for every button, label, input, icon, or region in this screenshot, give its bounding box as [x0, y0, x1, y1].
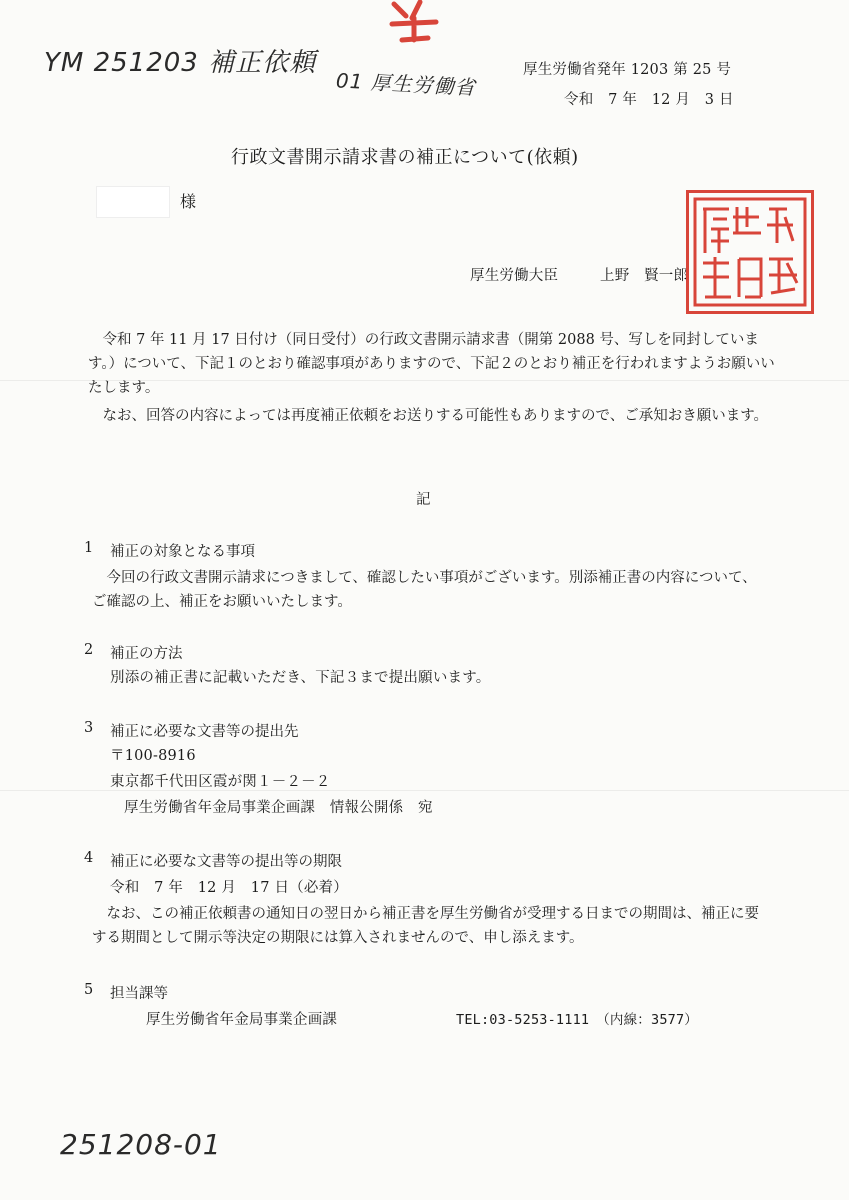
- contact-phone: TEL:03-5253-1111 （内線：3577）: [456, 1012, 699, 1028]
- sender-name: 上野 賢一郎: [600, 268, 689, 284]
- handwritten-note-bottom-left: 251208-01: [60, 1128, 222, 1161]
- seal-icon: [689, 193, 811, 311]
- section-1-body: 今回の行政文書開示請求につきまして、確認したい事項がございます。別添補正書の内容について、ご確認の上、補正をお願いいたします。: [92, 570, 757, 610]
- section-2-title: 補正の方法: [110, 646, 183, 662]
- section-4-deadline: 令和 7 年 12 月 17 日（必着）: [110, 880, 348, 896]
- section-4-title: 補正に必要な文書等の提出等の期限: [110, 854, 342, 870]
- intro-paragraph-2: なお、回答の内容によっては再度補正依頼をお送りする可能性もありますので、ご承知おき願います。: [102, 408, 769, 424]
- redacted-name: [96, 186, 170, 218]
- section-2-number: 2: [84, 642, 94, 658]
- section-5-title: 担当課等: [110, 986, 168, 1002]
- page-title: 行政文書開示請求書の補正について(依頼): [231, 147, 579, 168]
- sender-title: 厚生労働大臣: [470, 268, 559, 284]
- intro-paragraph-1: 令和 7 年 11 月 17 日付け（同日受付）の行政文書開示請求書（開第 2088 号、写しを同封しています。）について、下記１のとおり確認事項がありますので、下記２のとおり補正を行われますようお願いいたします。: [88, 332, 775, 396]
- section-3-number: 3: [84, 720, 94, 736]
- document-number: 厚生労働省発年 1203 第 25 号: [523, 62, 732, 78]
- section-2-body: 別添の補正書に記載いただき、下記３まで提出願います。: [110, 670, 491, 686]
- section-3-title: 補正に必要な文書等の提出先: [110, 724, 299, 740]
- section-1-title: 補正の対象となる事項: [110, 544, 255, 560]
- official-seal: [686, 190, 814, 314]
- received-mark-icon: [384, 0, 444, 44]
- section-4-number: 4: [84, 850, 94, 866]
- ki-heading: 記: [416, 492, 431, 508]
- handwritten-note-top-left: YM 251203 補正依頼: [44, 48, 317, 78]
- section-3-dept: 厚生労働省年金局事業企画課 情報公開係 宛: [124, 800, 433, 816]
- section-3-address: 東京都千代田区霞が関１－２－２: [110, 774, 331, 790]
- section-5-dept: 厚生労働省年金局事業企画課: [146, 1012, 338, 1028]
- section-1-number: 1: [84, 540, 94, 556]
- addressee-suffix: 様: [180, 192, 197, 211]
- section-3-postal: 〒100-8916: [110, 748, 196, 764]
- section-5-number: 5: [84, 982, 94, 998]
- handwritten-note-top-middle: 01 厚生労働省: [335, 68, 477, 100]
- document-date: 令和 7 年 12 月 3 日: [564, 92, 734, 108]
- section-4-note: なお、この補正依頼書の通知日の翌日から補正書を厚生労働省が受理する日までの期間は、補正に要する期間として開示等決定の期限には算入されませんので、申し添えます。: [92, 906, 759, 946]
